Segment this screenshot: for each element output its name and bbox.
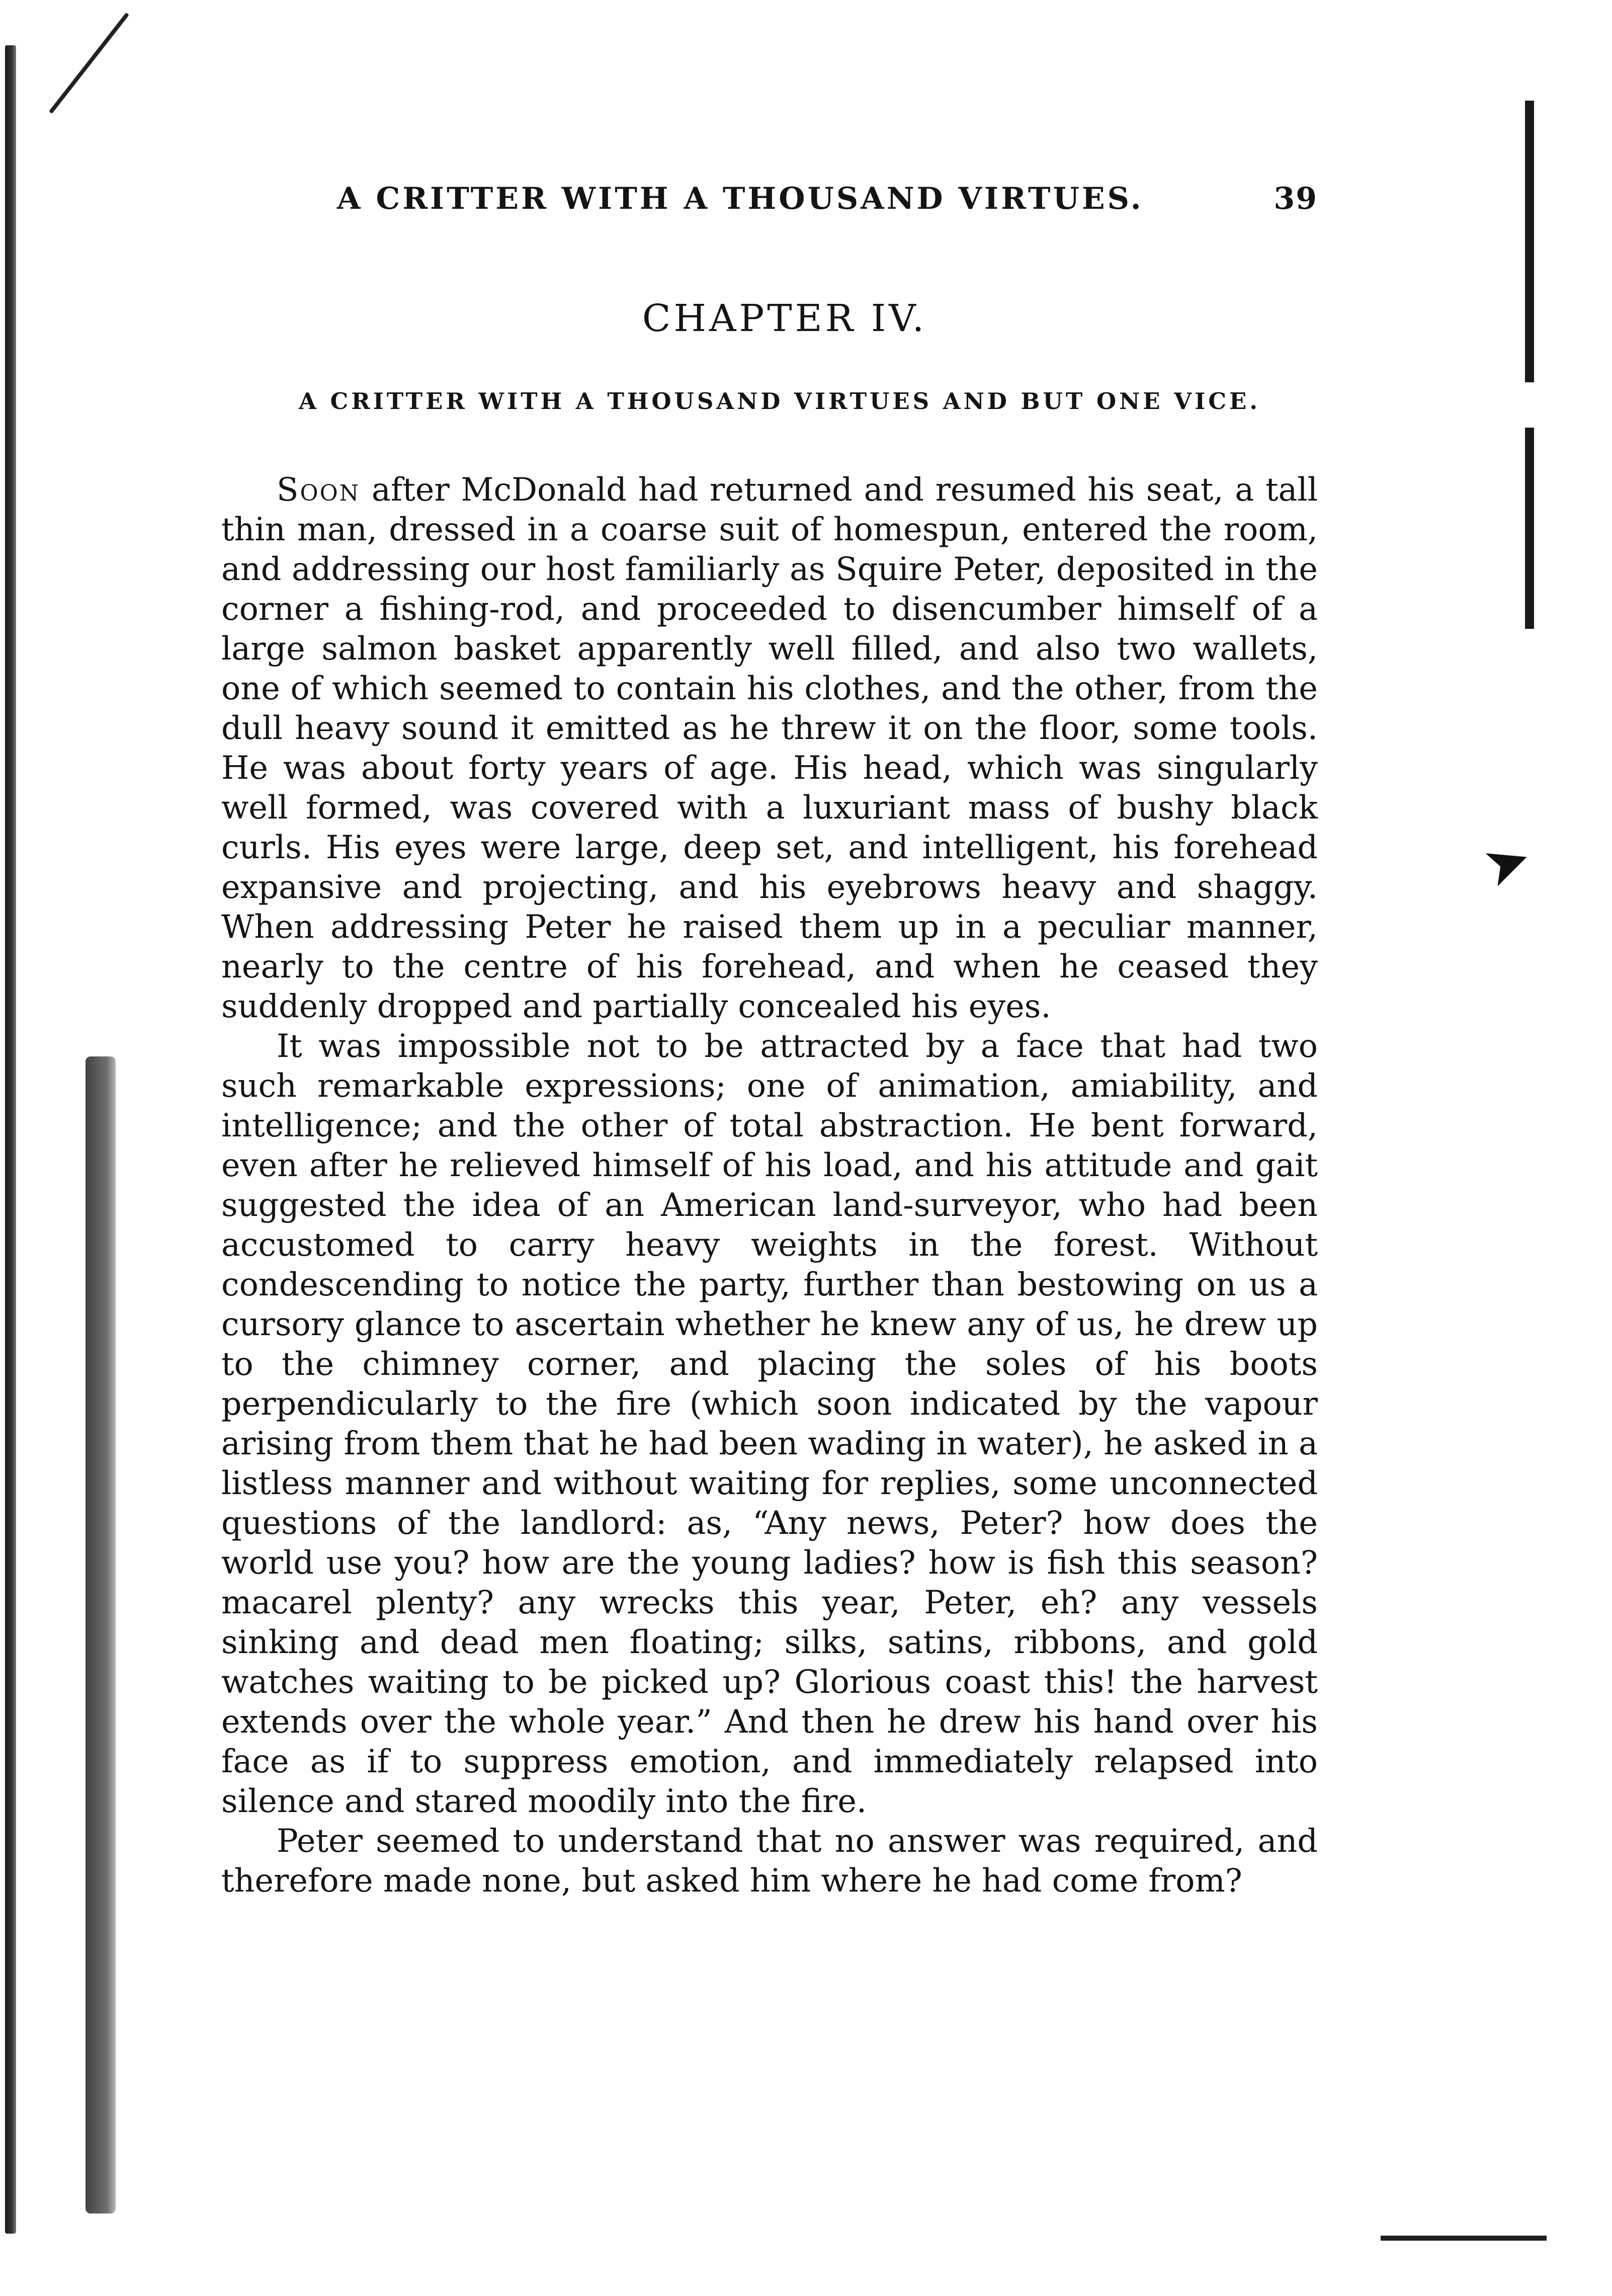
chapter-subtitle: A CRITTER WITH A THOUSAND VIRTUES AND BUT ONE VICE. [298, 388, 1261, 415]
scan-edge-right [1525, 101, 1534, 629]
chapter-heading: CHAPTER IV. [642, 297, 927, 340]
body-text [221, 470, 1318, 1901]
paragraph-2: It was impossible not to be attracted by a face that had two such remarkable expressions; one of animation, amiability, and intelligence; and the other of total abstraction. He bent forward, even after he relieved himself of his load, and his attitude and gait suggested the idea of an American land-surveyor, who had been accustomed to carry heavy weights in the forest. Without condescending to notice the party, further than bestowing on us a cursory glance to ascertain whether he knew any of us, he drew up to the chimney corner, and placing the soles of his boots perpendicularly to the fire (which soon indicated by the vapour arising from them that he had been wading in water), he asked in a listless manner and without waiting for replies, some unconnected questions of the landlord: as, “Any news, Peter? how does the world use you? how are the young ladies? how is fish this season? macarel plenty? any wrecks this year, Peter, eh? any vessels sinking and dead men floating; silks, satins, ribbons, and gold watches waiting to be picked up? Glorious coast this! the harvest extends over the whole year.” And then he drew his hand over his face as if to suppress emotion, and immediately relapsed into silence and stared moodily into the fire. [221, 1027, 1318, 1820]
running-head [337, 181, 1318, 216]
paragraph-3: Peter seemed to understand that no answer was required, and therefore made none, but asked him where he had come from? [221, 1822, 1318, 1899]
scan-bottom-rule [1381, 2236, 1547, 2241]
ink-arrow-mark: ➤ [1474, 824, 1540, 900]
paragraph-1-text: after McDonald had returned and resumed his seat, a tall thin man, dressed in a coarse suit of homespun, entered the room, and addressing our host familiarly as Squire Peter, deposited in the corner a fishing-rod, and proceeded to disencumber himself of a large salmon basket apparently well filled, and also two wallets, one of which seemed to contain his clothes, and the other, from the dull heavy sound it emitted as he threw it on the floor, some tools. He was about forty years of age. His head, which was singularly well formed, was covered with a luxuriant mass of bushy black curls. His eyes were large, deep set, and intelligent, his forehead expansive and projecting, and his eyebrows heavy and shaggy. When addressing Peter he raised them up in a peculiar manner, nearly to the centre of his forehead, and when he ceased they suddenly dropped and partially concealed his eyes. [221, 471, 1318, 1025]
running-title: A CRITTER WITH A THOUSAND VIRTUES. [337, 181, 1144, 216]
page-number: 39 [1274, 181, 1318, 216]
book-page [221, 181, 1318, 1901]
scan-gutter-shadow [86, 1056, 116, 2213]
paragraph-1-opening-word: Soon [277, 471, 361, 508]
paragraph-1 [221, 470, 1318, 1026]
scan-binding-shadow-left [5, 45, 16, 2234]
scan-edge-right-gap [1521, 382, 1537, 428]
pencil-mark [49, 13, 129, 114]
